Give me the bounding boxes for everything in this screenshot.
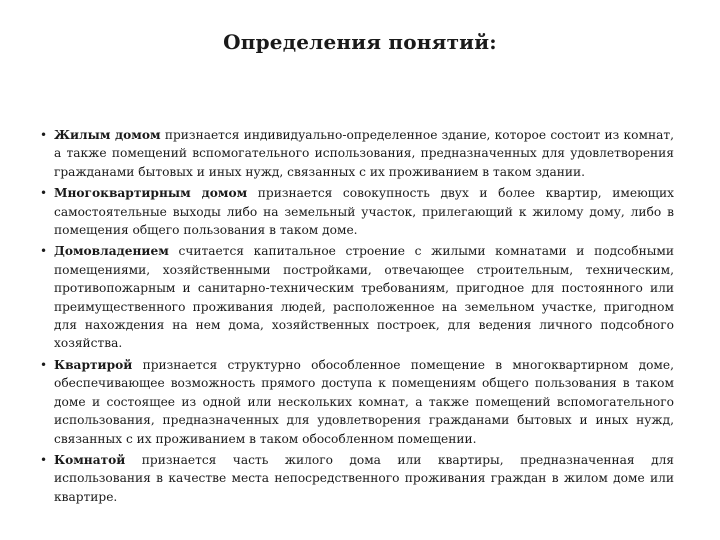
bullet-icon: • xyxy=(40,452,48,467)
definition-term: Комнатой xyxy=(54,452,126,467)
bullet-icon: • xyxy=(40,186,48,201)
list-item xyxy=(40,356,674,448)
list-item xyxy=(40,184,675,239)
bullet-icon: • xyxy=(40,244,48,259)
definition-text: признается структурно обособленное помещение в многоквартирном доме, обеспечивающее возможность прямого доступа к помещениям общего пользования в таком доме и состоящее из одной или нескольких комнат, а также помещений вспомогательного использования, предназначенных для удовлетворения гражданами бытовых и иных нужд, связанных с их проживанием в таком обособленном помещении. xyxy=(54,357,674,446)
definitions-list xyxy=(40,126,675,509)
list-item xyxy=(40,126,674,181)
definition-text: признается индивидуально-определенное здание, которое состоит из комнат, а также помещений вспомогательного использования, предназначенных для удовлетворения гражданами бытовых и иных нужд, связанных с их проживанием в таком здании. xyxy=(54,128,674,179)
definition-term: Квартирой xyxy=(54,357,133,372)
bullet-icon: • xyxy=(40,128,48,142)
definition-text: признается совокупность двух и более квартир, имеющих самостоятельные выходы либо на земельный участок, прилегающий к жилому дому, либо в помещения общего пользования в таком доме. xyxy=(54,186,675,238)
definition-term: Домовладением xyxy=(54,244,169,259)
definition-text: признается часть жилого дома или квартиры, предназначенная для использования в качестве места непосредственного проживания граждан в жилом доме или квартире. xyxy=(54,452,674,504)
definition-term: Многоквартирным домом xyxy=(54,186,248,201)
page-title: Определения понятий: xyxy=(223,30,497,54)
bullet-icon: • xyxy=(40,357,48,372)
list-item xyxy=(40,242,674,352)
definition-term: Жилым домом xyxy=(54,128,161,142)
definition-text: считается капитальное строение с жилыми комнатами и подсобными помещениями, хозяйственными постройками, отвечающее строительным, техническим, противопожарным и санитарно-техническим требованиям, пригодное для постоянного или преимущественного проживания людей, расположенное на земельном участке, пригодном для нахождения на нем дома, хозяйственных построек, для ведения личного подсобного хозяйства. xyxy=(54,244,674,351)
list-item xyxy=(40,451,674,506)
